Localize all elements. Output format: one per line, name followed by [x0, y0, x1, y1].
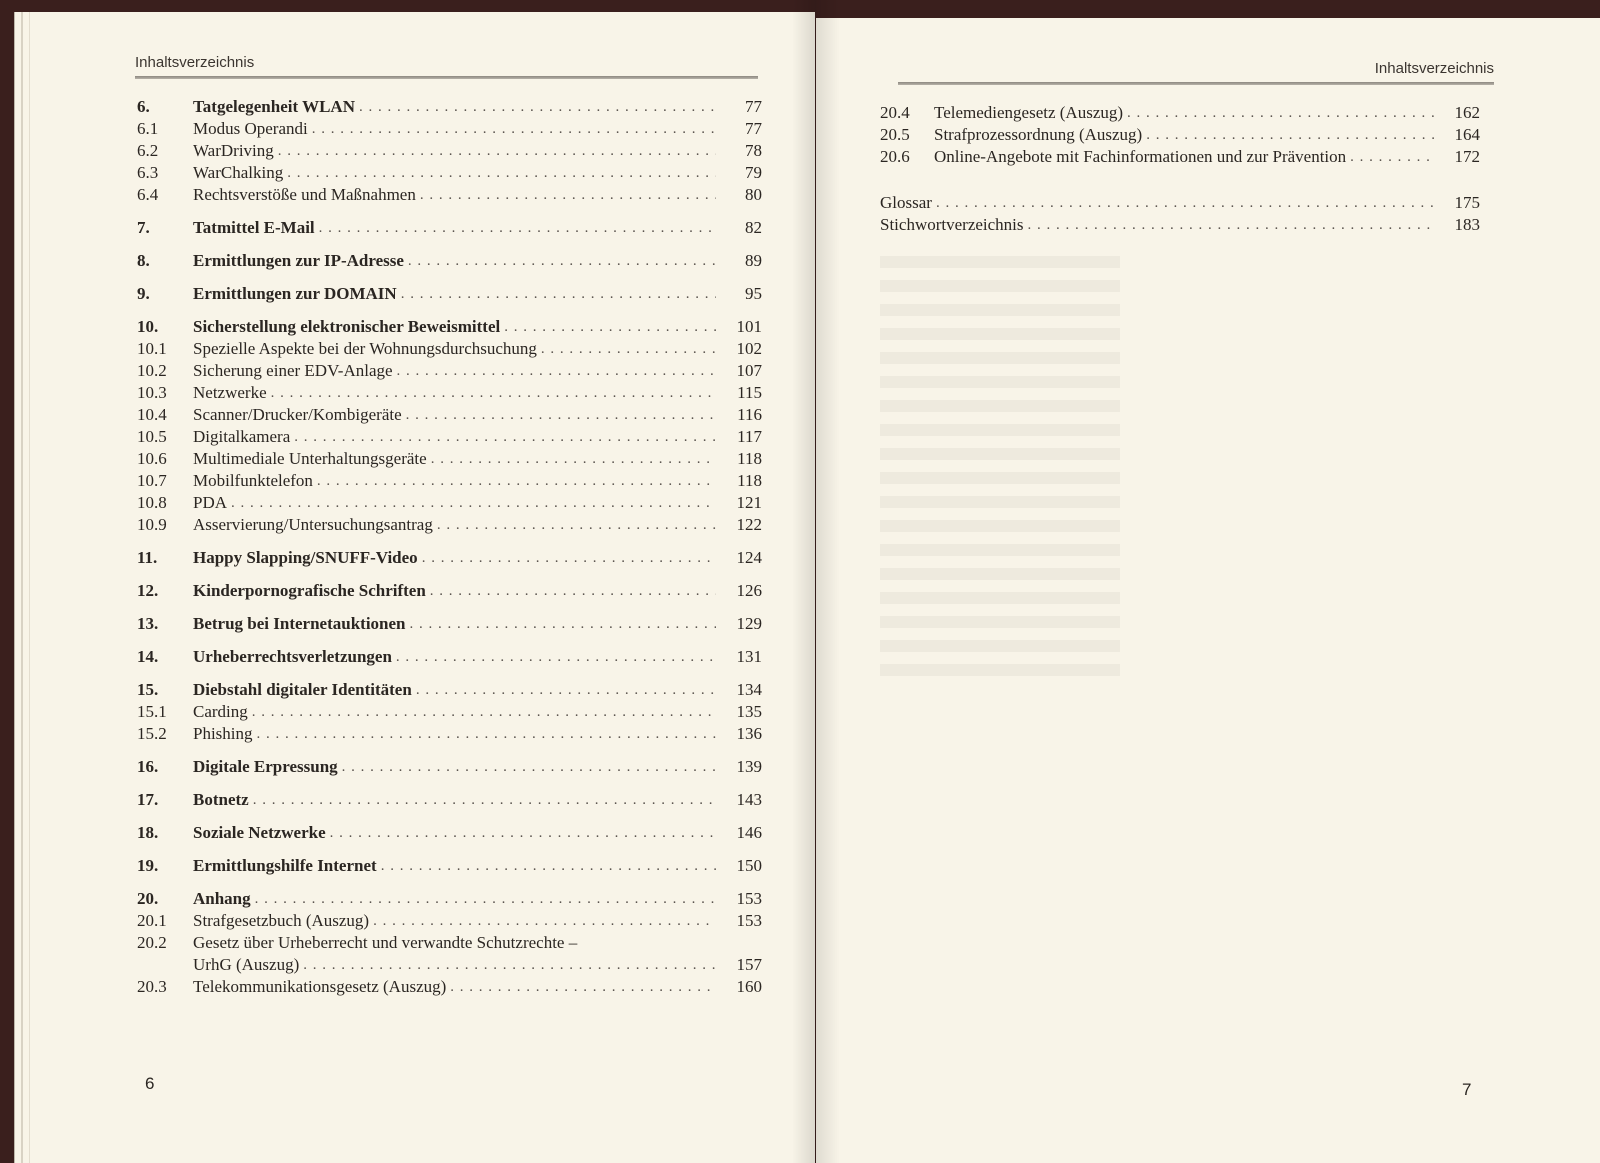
toc-entry — [880, 146, 1480, 168]
toc-entry-page: 153 — [736, 911, 762, 930]
toc-entry-page: 150 — [736, 856, 762, 875]
toc-entry-page: 118 — [737, 471, 762, 490]
toc-entry-page: 134 — [736, 680, 762, 699]
toc-entry-title: Diebstahl digitaler Identitäten — [193, 680, 412, 699]
toc-entry-number: 6.4 — [137, 185, 159, 204]
toc-entry — [137, 789, 762, 811]
dot-leader — [397, 360, 716, 382]
toc-entry — [137, 954, 762, 976]
toc-entry-title: Sicherung einer EDV-Anlage — [193, 361, 393, 380]
toc-entry-title: Telekommunikationsgesetz (Auszug) — [193, 977, 447, 996]
dot-leader — [410, 613, 717, 635]
toc-entry-title: Phishing — [193, 724, 253, 743]
dot-leader — [255, 888, 716, 910]
toc-entry-number: 7. — [137, 218, 150, 237]
toc-entry-page: 135 — [736, 702, 762, 721]
toc-entry — [137, 580, 762, 602]
toc-entry-title: Scanner/Drucker/Kombigeräte — [193, 405, 402, 424]
toc-entry-page: 172 — [1454, 147, 1480, 166]
dot-leader — [287, 162, 716, 184]
toc-entry-title: Kinderpornografische Schriften — [193, 581, 426, 600]
toc-entry — [137, 283, 762, 305]
toc-entry-page: 126 — [736, 581, 762, 600]
toc-entry-number: 17. — [137, 790, 159, 809]
toc-entry-page: 80 — [745, 185, 762, 204]
toc-entry-title: WarChalking — [193, 163, 284, 182]
toc-entry-number: 6.3 — [137, 163, 159, 182]
toc-entry — [137, 679, 762, 701]
toc-entry-title: Betrug bei Internetauktionen — [193, 614, 406, 633]
toc-entry-page: 143 — [736, 790, 762, 809]
toc-entry-number: 10.1 — [137, 339, 167, 358]
book-gutter-shadow-right — [816, 0, 840, 1163]
dot-leader — [430, 580, 716, 602]
toc-entry-title: PDA — [193, 493, 228, 512]
toc-entry-number: 10.9 — [137, 515, 167, 534]
dot-leader — [450, 976, 716, 998]
toc-entry-number: 10. — [137, 317, 159, 336]
dot-leader — [319, 217, 716, 239]
toc-entry — [137, 646, 762, 668]
dot-leader — [416, 679, 716, 701]
dot-leader — [437, 514, 716, 536]
toc-list-right — [880, 102, 1480, 236]
page-number-left: 6 — [145, 1074, 155, 1093]
toc-entry-number: 6.1 — [137, 119, 159, 138]
dot-leader — [231, 492, 716, 514]
toc-entry — [137, 855, 762, 877]
toc-entry-number: 19. — [137, 856, 159, 875]
toc-entry-title: WarDriving — [193, 141, 274, 160]
dot-leader — [408, 250, 716, 272]
toc-entry — [137, 96, 762, 118]
running-head-left: Inhaltsverzeichnis — [135, 54, 255, 71]
toc-entry-title: Ermittlungen zur DOMAIN — [193, 284, 397, 303]
toc-entry-title: Spezielle Aspekte bei der Wohnungsdurchsuchung — [193, 339, 537, 358]
toc-entry — [137, 910, 762, 932]
toc-entry-number: 16. — [137, 757, 159, 776]
toc-entry — [137, 162, 762, 184]
dot-leader — [294, 426, 716, 448]
toc-appendix-entry — [880, 214, 1480, 236]
header-rule-right — [898, 82, 1494, 85]
dot-leader — [1127, 102, 1434, 124]
dot-leader — [330, 822, 716, 844]
toc-entry-page: 118 — [737, 449, 762, 468]
toc-entry — [137, 217, 762, 239]
toc-entry-page: 146 — [736, 823, 762, 842]
toc-entry-page: 95 — [745, 284, 762, 303]
toc-entry-page: 117 — [737, 427, 762, 446]
toc-entry-number: 6.2 — [137, 141, 159, 160]
dot-leader — [373, 910, 716, 932]
toc-entry — [137, 888, 762, 910]
dot-leader — [312, 118, 716, 140]
toc-entry-page: 131 — [736, 647, 762, 666]
section-gap — [880, 168, 1480, 192]
toc-entry-number: 10.5 — [137, 427, 167, 446]
toc-entry-number: 10.8 — [137, 493, 167, 512]
toc-entry — [137, 547, 762, 569]
toc-entry-page: 102 — [736, 339, 762, 358]
dot-leader — [271, 382, 716, 404]
toc-entry-page: 124 — [736, 548, 762, 567]
toc-entry-page: 77 — [745, 97, 762, 116]
toc-entry-number: 9. — [137, 284, 150, 303]
dot-leader — [406, 404, 716, 426]
toc-entry-title: Digitale Erpressung — [193, 757, 338, 776]
toc-entry-title: Multimediale Unterhaltungsgeräte — [193, 449, 427, 468]
toc-entry-number: 14. — [137, 647, 159, 666]
toc-entry — [137, 338, 762, 360]
dot-leader — [1350, 146, 1434, 168]
toc-entry — [137, 701, 762, 723]
toc-entry-page: 162 — [1454, 103, 1480, 122]
toc-entry — [137, 448, 762, 470]
dot-leader — [936, 192, 1434, 214]
toc-entry-number: 11. — [137, 548, 158, 567]
dot-leader — [504, 316, 716, 338]
toc-entry-number: 10.2 — [137, 361, 167, 380]
toc-entry-page: 89 — [745, 251, 762, 270]
toc-entry-title: Sicherstellung elektronischer Beweismittel — [193, 317, 501, 336]
toc-entry-title: Urheberrechtsverletzungen — [193, 647, 392, 666]
running-head-right: Inhaltsverzeichnis — [1374, 60, 1494, 77]
toc-entry-number: 20.6 — [880, 147, 910, 166]
dot-leader — [303, 954, 716, 976]
dot-leader — [253, 789, 716, 811]
toc-entry-title: Telemediengesetz (Auszug) — [934, 103, 1124, 122]
toc-entry-title: Botnetz — [193, 790, 249, 809]
toc-entry — [137, 140, 762, 162]
dot-leader — [431, 448, 716, 470]
toc-entry-page: 115 — [737, 383, 762, 402]
toc-entry-number: 20.1 — [137, 911, 167, 930]
dot-leader — [420, 184, 716, 206]
header-rule-left — [135, 76, 758, 79]
toc-appendix-entry — [880, 192, 1480, 214]
toc-entry — [137, 184, 762, 206]
toc-entry — [137, 470, 762, 492]
toc-entry-page: 79 — [745, 163, 762, 182]
dot-leader — [396, 646, 716, 668]
toc-entry-title: Glossar — [880, 193, 932, 212]
toc-entry-title: Netzwerke — [193, 383, 267, 402]
toc-entry-title: Strafprozessordnung (Auszug) — [934, 125, 1143, 144]
toc-entry — [137, 250, 762, 272]
left-page — [14, 12, 815, 1163]
toc-entry-number: 6. — [137, 97, 150, 116]
toc-entry-title: Stichwortverzeichnis — [880, 215, 1024, 234]
toc-entry — [137, 316, 762, 338]
toc-entry-number: 18. — [137, 823, 159, 842]
toc-entry — [880, 124, 1480, 146]
toc-entry-number: 12. — [137, 581, 159, 600]
toc-entry-title: Tatgelegenheit WLAN — [193, 97, 355, 116]
toc-entry-number: 20.3 — [137, 977, 167, 996]
toc-entry — [137, 360, 762, 382]
dot-leader — [359, 96, 716, 118]
toc-entry — [137, 976, 762, 998]
toc-entry — [137, 514, 762, 536]
toc-entry — [137, 382, 762, 404]
toc-entry — [137, 404, 762, 426]
toc-entry-page: 82 — [745, 218, 762, 237]
dot-leader — [278, 140, 716, 162]
toc-entry-page: 164 — [1454, 125, 1480, 144]
right-page — [816, 18, 1600, 1163]
toc-entry-title: Ermittlungshilfe Internet — [193, 856, 377, 875]
toc-entry-title: Digitalkamera — [193, 427, 291, 446]
toc-entry-number: 10.4 — [137, 405, 167, 424]
toc-entry-number: 20. — [137, 889, 159, 908]
toc-entry-page: 175 — [1454, 193, 1480, 212]
toc-entry-number: 20.2 — [137, 933, 167, 952]
toc-entry-title: Ermittlungen zur IP-Adresse — [193, 251, 404, 270]
toc-entry-page: 183 — [1454, 215, 1480, 234]
toc-entry — [137, 426, 762, 448]
dot-leader — [252, 701, 716, 723]
toc-entry-number: 10.6 — [137, 449, 167, 468]
dot-leader — [541, 338, 716, 360]
toc-entry-number: 15.1 — [137, 702, 167, 721]
dot-leader — [317, 470, 716, 492]
toc-entry-number: 20.4 — [880, 103, 910, 122]
toc-entry-number: 10.7 — [137, 471, 167, 490]
toc-entry-title: Gesetz über Urheberrecht und verwandte Schutzrechte – — [193, 933, 578, 952]
dot-leader — [342, 756, 716, 778]
toc-entry-title: Asservierung/Untersuchungsantrag — [193, 515, 433, 534]
toc-entry-page: 116 — [737, 405, 762, 424]
toc-entry — [137, 723, 762, 745]
toc-entry — [137, 613, 762, 635]
toc-entry-page: 78 — [745, 141, 762, 160]
toc-entry-title: Online-Angebote mit Fachinformationen und zur Prävention — [934, 147, 1347, 166]
toc-entry-number: 13. — [137, 614, 159, 633]
toc-entry-number: 8. — [137, 251, 150, 270]
toc-entry — [137, 822, 762, 844]
toc-entry-title: Strafgesetzbuch (Auszug) — [193, 911, 370, 930]
toc-entry-title: Anhang — [193, 889, 251, 908]
toc-entry-number: 15. — [137, 680, 159, 699]
toc-entry-title: Mobilfunktelefon — [193, 471, 313, 490]
toc-entry — [880, 102, 1480, 124]
toc-entry-number: 15.2 — [137, 724, 167, 743]
toc-entry-title: Tatmittel E-Mail — [193, 218, 315, 237]
dot-leader — [401, 283, 716, 305]
toc-entry-page: 107 — [736, 361, 762, 380]
toc-entry — [137, 756, 762, 778]
toc-entry-page: 157 — [736, 955, 762, 974]
toc-entry-page: 139 — [736, 757, 762, 776]
toc-entry — [137, 932, 762, 954]
toc-entry-title: Soziale Netzwerke — [193, 823, 326, 842]
show-through-text — [880, 256, 1120, 686]
dot-leader — [381, 855, 716, 877]
toc-entry-title: Modus Operandi — [193, 119, 308, 138]
page-number-right: 7 — [1462, 1080, 1472, 1099]
toc-entry-title: Rechtsverstöße und Maßnahmen — [193, 185, 416, 204]
toc-entry-number: 20.5 — [880, 125, 910, 144]
toc-entry — [137, 118, 762, 140]
dot-leader — [257, 723, 716, 745]
toc-entry-page: 153 — [736, 889, 762, 908]
dot-leader — [422, 547, 716, 569]
dot-leader — [1028, 214, 1434, 236]
toc-entry-number: 10.3 — [137, 383, 167, 402]
toc-entry — [137, 492, 762, 514]
dot-leader — [1146, 124, 1434, 146]
toc-entry-page: 160 — [736, 977, 762, 996]
toc-entry-page: 129 — [736, 614, 762, 633]
toc-entry-page: 77 — [745, 119, 762, 138]
book-gutter-shadow-left — [792, 0, 816, 1163]
toc-list-left — [137, 96, 762, 998]
toc-entry-page: 121 — [736, 493, 762, 512]
toc-entry-title: UrhG (Auszug) — [193, 955, 300, 974]
toc-entry-title: Happy Slapping/SNUFF-Video — [193, 548, 418, 567]
toc-entry-title: Carding — [193, 702, 248, 721]
toc-entry-page: 122 — [736, 515, 762, 534]
toc-entry-page: 136 — [736, 724, 762, 743]
toc-entry-page: 101 — [736, 317, 762, 336]
